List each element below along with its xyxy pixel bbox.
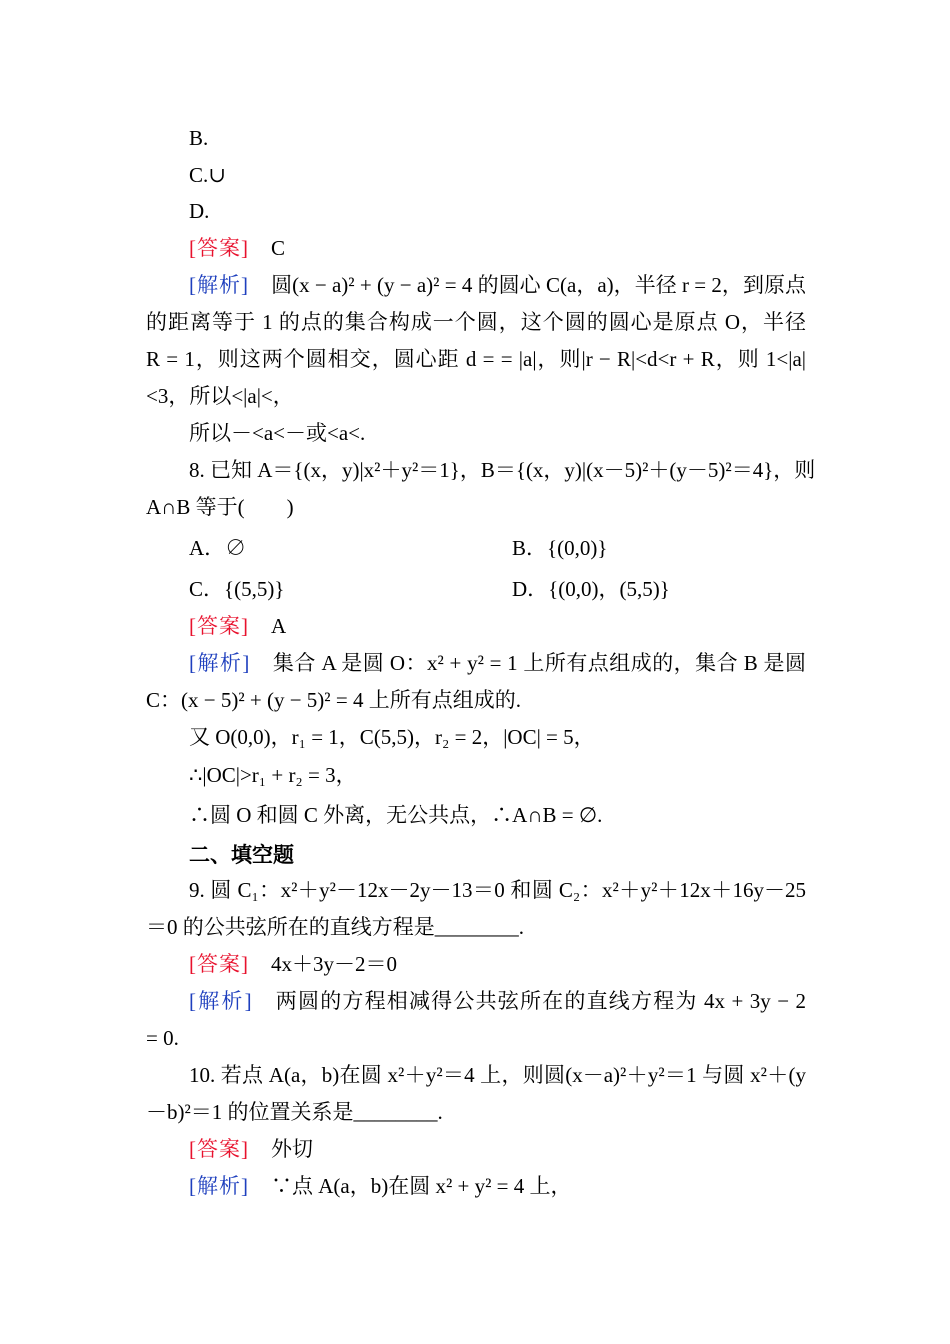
- analysis-label: [解析]: [189, 273, 250, 297]
- analysis-line-7a: [解析] 圆(x − a)² + (y − a)² = 4 的圆心 C(a，a)，半径 r = 2，到原点: [189, 273, 806, 297]
- analysis-line-7b: 的距离等于 1 的点的集合构成一个圆，这个圆的圆心是原点 O，半径: [146, 310, 806, 334]
- analysis-line-7c: R = 1，则这两个圆相交，圆心距 d = = |a|，则|r − R|<d<r + R，则 1<|a|: [146, 347, 806, 371]
- analysis-line-8d: ∴|OC|>r₁ + r₂ = 3，: [189, 763, 357, 787]
- analysis-label: [解析]: [189, 989, 253, 1013]
- question-9-line-1: 9. 圆 C₁：x²＋y²－12x－2y－13＝0 和圆 C₂：x²＋y²＋12x＋16y－25: [189, 878, 806, 902]
- question-8-option-d: D．{(0,0)，(5,5)}: [512, 577, 670, 601]
- question-8-option-a: A．∅: [189, 536, 247, 560]
- analysis-line-8b: C：(x − 5)² + (y − 5)² = 4 上所有点组成的.: [146, 688, 521, 712]
- analysis-label: [解析]: [189, 651, 251, 675]
- question-8-line-1: 8. 已知 A＝{(x，y)|x²＋y²＝1}，B＝{(x，y)|(x－5)²＋(y－5)²＝4}，则: [189, 458, 816, 482]
- analysis-line-9b: = 0.: [146, 1026, 179, 1050]
- analysis-line-10a: [解析] ∵点 A(a，b)在圆 x² + y² = 4 上，: [189, 1174, 572, 1198]
- answer-line-10: [答案] 外切: [189, 1137, 313, 1161]
- analysis-label: [解析]: [189, 1174, 249, 1198]
- analysis-line-8a: [解析] 集合 A 是圆 O：x² + y² = 1 上所有点组成的，集合 B 是圆: [189, 651, 806, 675]
- answer-label: [答案]: [189, 236, 249, 260]
- analysis-line-7e: 所以－<a<－或<a<.: [189, 421, 366, 445]
- section-heading: 二、填空题: [189, 843, 294, 867]
- question-9-line-2: ＝0 的公共弦所在的直线方程是________.: [146, 915, 524, 939]
- question-10-line-1: 10. 若点 A(a，b)在圆 x²＋y²＝4 上，则圆(x－a)²＋y²＝1 与圆 x²＋(y: [189, 1063, 806, 1087]
- answer-line-8: [答案] A: [189, 614, 287, 638]
- analysis-line-7d: <3，所以<|a|<，: [146, 384, 294, 408]
- answer-line-7: [答案] C: [189, 236, 286, 260]
- question-8-line-2: A∩B 等于( ): [146, 495, 294, 519]
- analysis-line-8e: ∴圆 O 和圆 C 外离，无公共点，∴A∩B = ∅.: [189, 803, 603, 827]
- answer-label: [答案]: [189, 1137, 249, 1161]
- answer-line-9: [答案] 4x＋3y－2＝0: [189, 952, 397, 976]
- question-8-option-b: B．{(0,0)}: [512, 536, 608, 560]
- option-b-line: B.: [189, 126, 209, 150]
- question-8-option-c: C．{(5,5)}: [189, 577, 285, 601]
- analysis-line-9a: [解析] 两圆的方程相减得公共弦所在的直线方程为 4x + 3y − 2: [189, 989, 806, 1013]
- analysis-line-8c: 又 O(0,0)，r₁ = 1，C(5,5)，r₂ = 2，|OC| = 5，: [189, 725, 595, 749]
- option-c-line: C.∪: [189, 163, 226, 187]
- question-10-line-2: －b)²＝1 的位置关系是________.: [146, 1100, 443, 1124]
- option-d-line: D.: [189, 199, 210, 223]
- answer-label: [答案]: [189, 952, 249, 976]
- answer-label: [答案]: [189, 614, 249, 638]
